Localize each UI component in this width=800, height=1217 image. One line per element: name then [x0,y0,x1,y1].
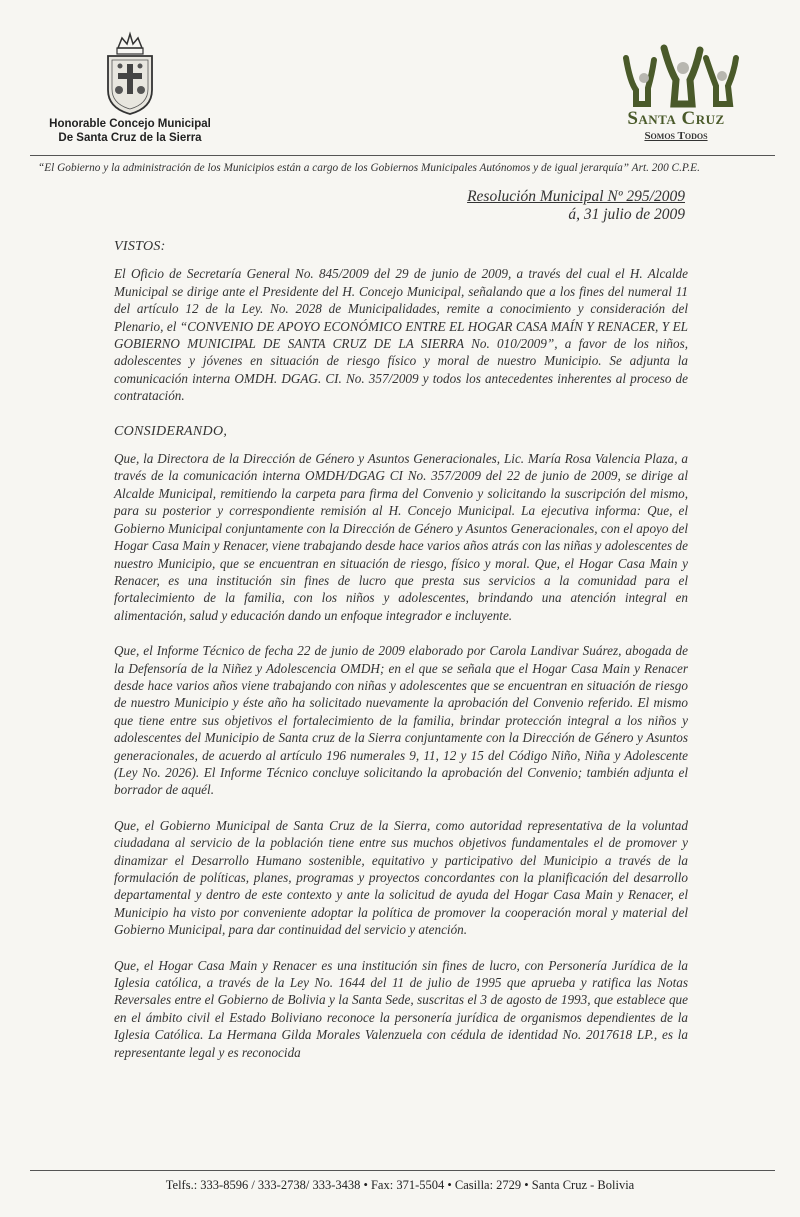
constitution-quote: “El Gobierno y la administración de los Municipios están a cargo de los Gobiernos Municipales Autónomos y de igual jerarquía” Art. 200 C.P.E. [38,162,700,174]
resolution-block [467,188,685,224]
resolution-date: á, 31 julio de 2009 [568,206,685,223]
considerando-paragraph-2: Que, el Informe Técnico de fecha 22 de junio de 2009 elaborado por Carola Landivar Suárez, abogada de la Defensoría de la Niñez y Adolescencia OMDH; en el que se señala que el Hogar Casa Main y Renacer desde hace varios años viene trabajando con niñas y adolescentes que se encuentran en situación de riesgo de nuestro Municipio y éste año ha solicitado nuevamente la aprobación del Convenio referido. El mismo que tiene entre sus objetivos el fortalecimiento de la familia, brindar protección integral a los niños y adolescentes del Municipio de Santa cruz de la Sierra conjuntamente con la Dirección de Género y Asuntos generacionales, de acuerdo al artículo 196 numerales 9, 11, 12 y 15 del Código Niño, Niña y Adolescente (Ley No. 2026). El Informe Técnico concluye solicitando la aprobación del Convenio; también adjunta el borrador de aquél. [114,643,688,798]
org-name-line1: Honorable Concejo Municipal [49,118,211,130]
org-name-line2: De Santa Cruz de la Sierra [58,132,202,144]
header-divider [30,155,775,156]
considerando-paragraph-1: Que, la Directora de la Dirección de Género y Asuntos Generacionales, Lic. María Rosa Valencia Plaza, a través de la comunicación interna OMDH/DGAG CI No. 357/2009 del 22 de junio de 2009, se dirige al Alcalde Municipal, remitiendo la carpeta para firma del Convenio y solicitando la suscripción del mismo, para su posterior y correspondiente remisión al H. Concejo Municipal. La ejecutiva informa: Que, el Gobierno Municipal conjuntamente con la Dirección de Género y Asuntos Generacionales, con el apoyo del Hogar Casa Main y Renacer, viene trabajando desde hace varios años atrás con las niñas y adolescentes de nuestro Municipio, que se encuentran en situación de riesgo, físico y moral. Que, el Hogar Casa Main y Renacer, es una institución sin fines de lucro que presta sus servicios a la comunidad para el fortalecimiento de la familia, con los niños y adolescentes, brindando una atención integral en alimentación, salud y educación dando un enfoque integrador e incluyente. [114,451,688,623]
coat-of-arms-icon [100,28,160,118]
logo-subtitle: Somos Todos [644,130,708,142]
document-body [114,238,688,1079]
vistos-heading: VISTOS: [114,239,166,254]
considerando-paragraph-4: Que, el Hogar Casa Main y Renacer es una institución sin fines de lucro, con Personería Jurídica de la Iglesia católica, a través de la Ley No. 1644 del 11 de julio de 1995 que aprueba y ratifica las Notas Reversales entre el Gobierno de Bolivia y la Santa Sede, suscritas el 3 de agosto de 1993, que establece que en el ámbito civil el Estado Boliviano reconoce la personería jurídica de organismos dependientes de la Iglesia Católica. La Hermana Gilda Morales Valenzuela con cédula de identidad No. 2017618 LP., es la representante legal y es reconocida [114,957,688,1060]
resolution-number: Resolución Municipal Nº 295/2009 [467,188,685,205]
vistos-paragraph: El Oficio de Secretaría General No. 845/2009 del 29 de junio de 2009, a través del cual el H. Alcalde Municipal se dirige ante el Presidente del H. Concejo Municipal, señalando que a los fines del numeral 11 del artículo 12 de la Ley. No. 2028 de Municipalidades, remite a conocimiento y consideración del Plenario, el “CONVENIO DE APOYO ECONÓMICO ENTRE EL HOGAR CASA MAÍN Y RENACER, Y EL GOBIERNO MUNICIPAL DE SANTA CRUZ DE LA SIERRA No. 010/2009”, a favor de los niños, adolescentes y jóvenes en situación de riesgo físico y moral de nuestro Municipio. Se adjunta la comunicación interna OMDH. DGAG. CI. No. 357/2009 y todos los antecedentes inherentes al proceso de contratación. [114,266,688,404]
considerando-paragraph-3: Que, el Gobierno Municipal de Santa Cruz de la Sierra, como autoridad representativa de la voluntad ciudadana al servicio de la población tiene entre sus muchos objetivos fundamentales el de promover y dinamizar el Desarrollo Humano sostenible, equitativo y participativo del Municipio a través de la formulación de políticas, planes, programas y proyectos concordantes con la planificación del desarrollo departamental y dentro de este contexto y ante la solicitud de ayuda del Hogar Casa Main y Renacer, el Municipio ha visto por conveniente adoptar la política de promover la cooperación moral y material del Gobierno Municipal, para dar continuidad del servicio y atención. [114,817,688,938]
logo-title: Santa Cruz [627,108,725,129]
considerando-heading: CONSIDERANDO, [114,423,228,439]
org-name [30,117,230,145]
footer-divider [30,1170,775,1171]
contact-footer: Telfs.: 333-8596 / 333-2738/ 333-3438 • Fax: 371-5504 • Casilla: 2729 • Santa Cruz - Bolivia [165,1178,635,1192]
